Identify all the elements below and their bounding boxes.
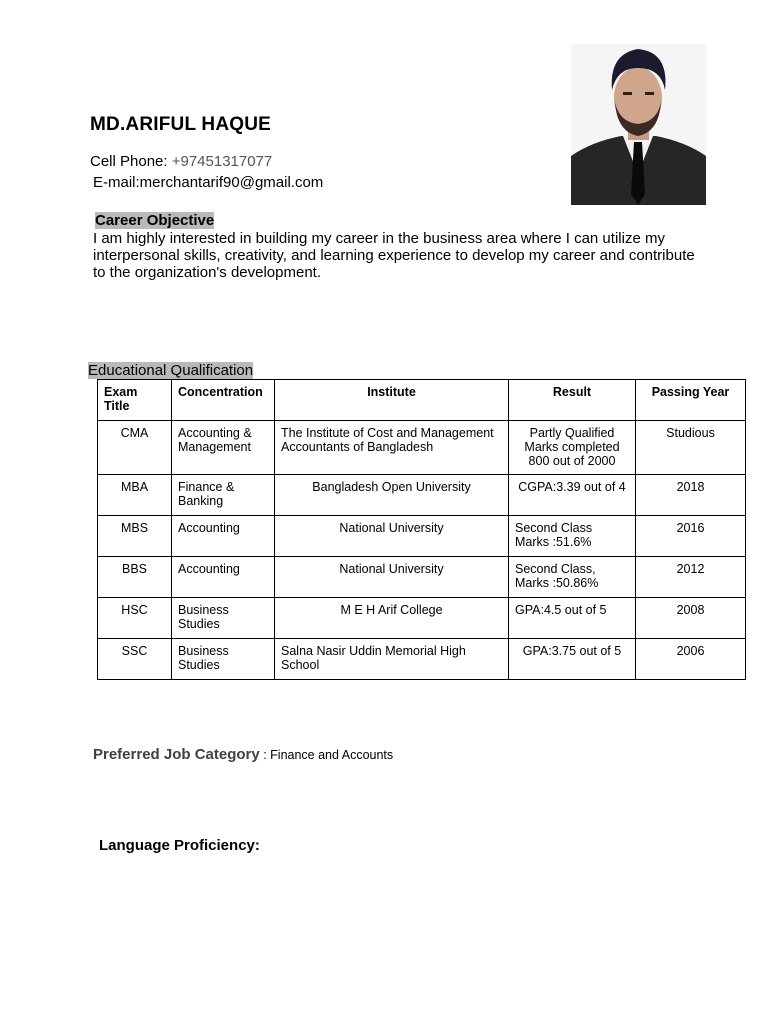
education-heading: Educational Qualification: [88, 362, 254, 379]
cell-exam: HSC: [98, 598, 172, 639]
cell-exam: MBA: [98, 475, 172, 516]
cell-year: 2016: [636, 516, 746, 557]
cell-year: 2006: [636, 639, 746, 680]
table-row: [98, 475, 746, 516]
cell-concentration: Business Studies: [172, 598, 275, 639]
cell-result: Partly Qualified Marks completed 800 out of 2000: [509, 421, 636, 475]
table-header-row: [98, 380, 746, 421]
phone-line: [90, 153, 272, 170]
cell-result: GPA:3.75 out of 5: [509, 639, 636, 680]
cell-institute: M E H Arif College: [275, 598, 509, 639]
language-proficiency-heading: Language Proficiency:: [99, 837, 260, 854]
table-row: [98, 557, 746, 598]
cell-institute: Bangladesh Open University: [275, 475, 509, 516]
education-table: [97, 379, 746, 680]
header-result: Result: [509, 380, 636, 421]
profile-photo: [571, 44, 706, 205]
header-exam-title: Exam Title: [98, 380, 172, 421]
preferred-job-label: Preferred Job Category: [93, 746, 260, 763]
cell-result: GPA:4.5 out of 5: [509, 598, 636, 639]
cell-concentration: Accounting: [172, 516, 275, 557]
email-value: merchantarif90@gmail.com: [139, 174, 324, 191]
cell-institute: National University: [275, 516, 509, 557]
cell-exam: MBS: [98, 516, 172, 557]
cell-exam: BBS: [98, 557, 172, 598]
header-concentration: Concentration: [172, 380, 275, 421]
cell-institute: The Institute of Cost and Management Accountants of Bangladesh: [275, 421, 509, 475]
cell-result: CGPA:3.39 out of 4: [509, 475, 636, 516]
table-row: [98, 421, 746, 475]
career-objective-text: I am highly interested in building my career in the business area where I can utilize my interpersonal skills, creativity, and learning experience to develop my career and contribute to the organization's development.: [93, 230, 695, 281]
cell-institute: National University: [275, 557, 509, 598]
career-objective-heading: Career Objective: [95, 212, 215, 229]
cell-institute: Salna Nasir Uddin Memorial High School: [275, 639, 509, 680]
table-row: [98, 639, 746, 680]
header-institute: Institute: [275, 380, 509, 421]
preferred-job-line: [93, 746, 393, 763]
candidate-name: MD.ARIFUL HAQUE: [90, 114, 272, 135]
cell-year: 2012: [636, 557, 746, 598]
portrait-image: [571, 44, 706, 205]
cell-concentration: Finance & Banking: [172, 475, 275, 516]
cell-result: Second Class Marks :51.6%: [509, 516, 636, 557]
preferred-job-value: : Finance and Accounts: [259, 748, 394, 762]
header-passing-year: Passing Year: [636, 380, 746, 421]
cell-concentration: Accounting: [172, 557, 275, 598]
phone-label: Cell Phone:: [90, 153, 172, 170]
email-label: E-mail:: [93, 174, 140, 191]
cell-exam: CMA: [98, 421, 172, 475]
table-row: [98, 598, 746, 639]
phone-value: +97451317077: [171, 153, 273, 170]
table-row: [98, 516, 746, 557]
cell-result: Second Class, Marks :50.86%: [509, 557, 636, 598]
cell-year: Studious: [636, 421, 746, 475]
cell-year: 2018: [636, 475, 746, 516]
cell-concentration: Business Studies: [172, 639, 275, 680]
cell-exam: SSC: [98, 639, 172, 680]
cell-year: 2008: [636, 598, 746, 639]
email-line: [93, 174, 323, 191]
cell-concentration: Accounting & Management: [172, 421, 275, 475]
